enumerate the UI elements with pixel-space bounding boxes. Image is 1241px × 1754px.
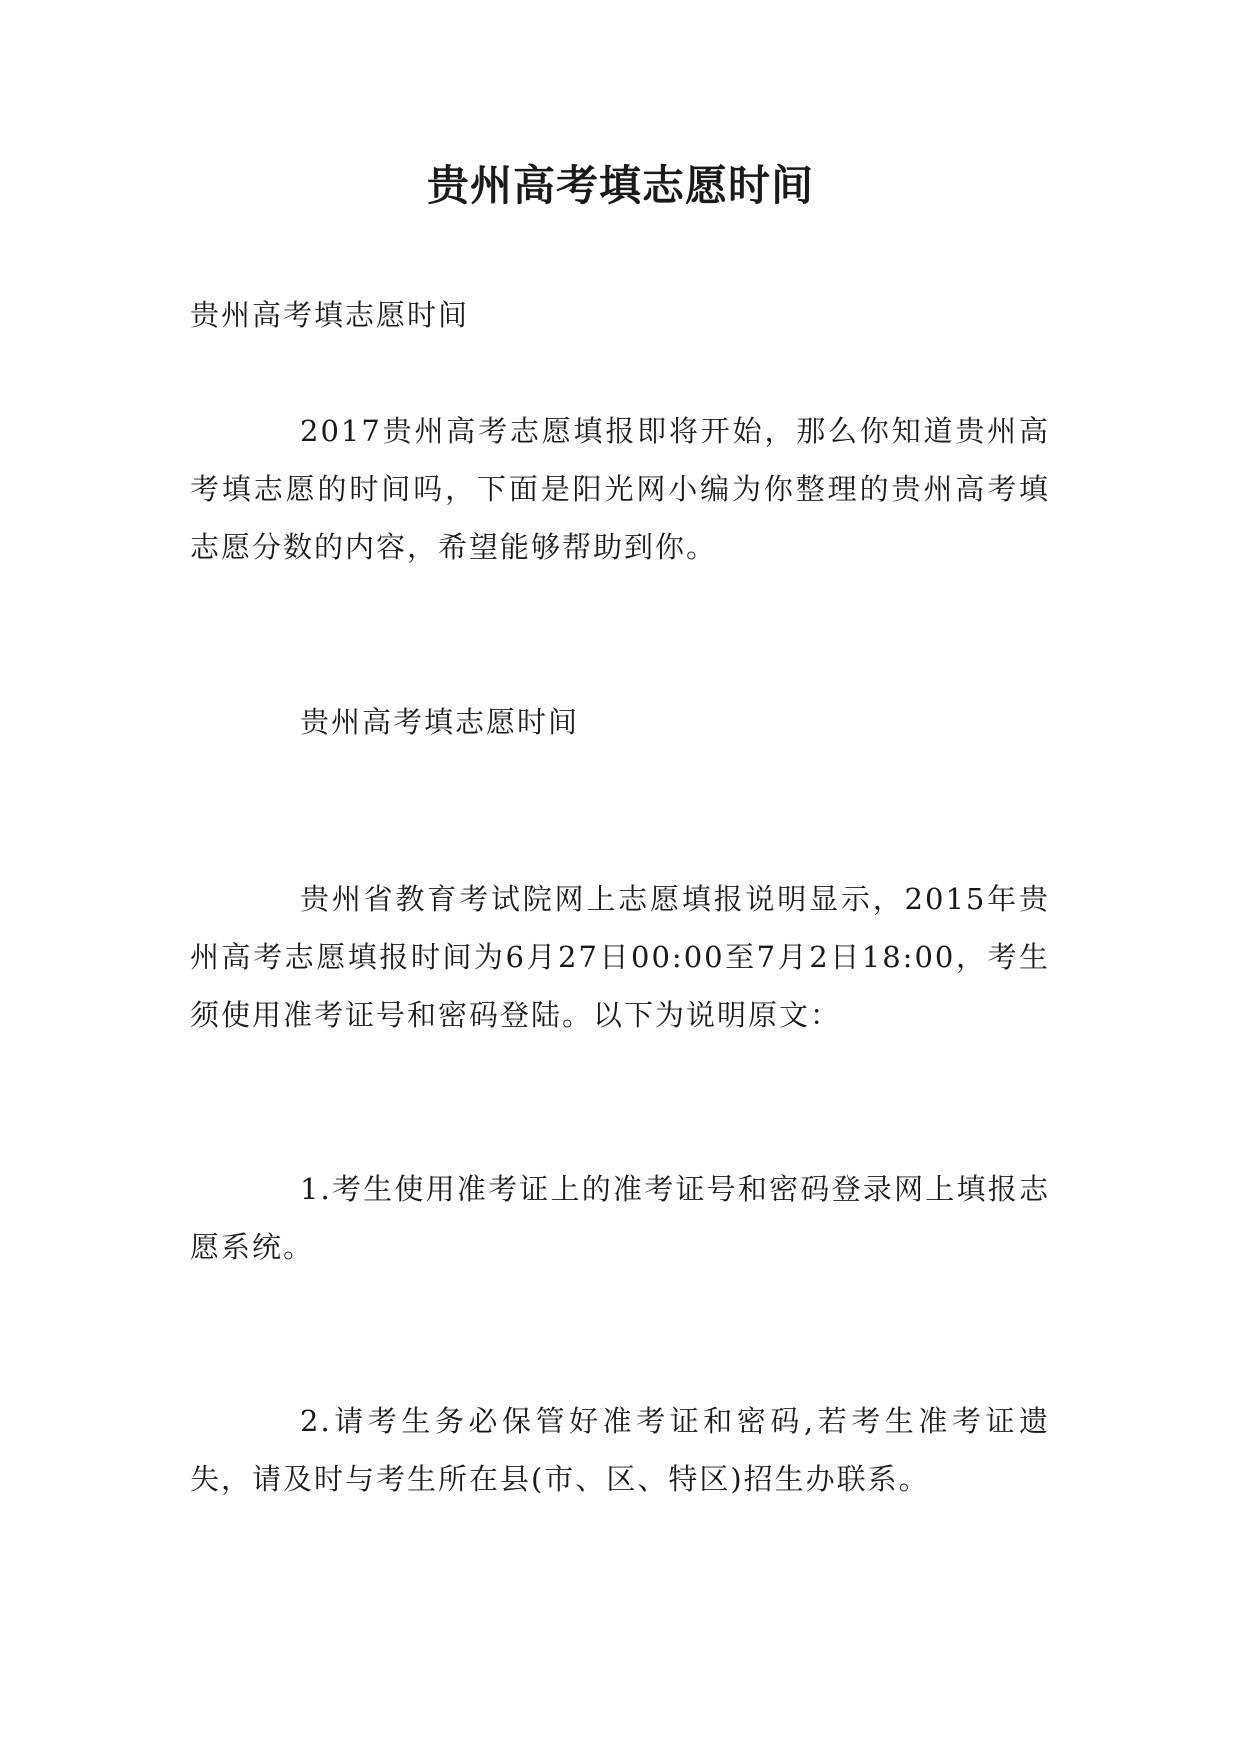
paragraph-schedule: 贵州省教育考试院网上志愿填报说明显示，2015年贵州高考志愿填报时间为6月27日00:00至7月2日18:00，考生须使用准考证号和密码登陆。以下为说明原文： xyxy=(190,882,1050,1032)
document-title: 贵州高考填志愿时间 xyxy=(426,161,814,210)
paragraph-item-1: 1.考生使用准考证上的准考证号和密码登录网上填报志愿系统。 xyxy=(190,1172,1050,1264)
paragraph-intro: 2017贵州高考志愿填报即将开始，那么你知道贵州高考填志愿的时间吗，下面是阳光网小编为你整理的贵州高考填志愿分数的内容，希望能够帮助到你。 xyxy=(190,414,1050,564)
paragraph-item-2: 2.请考生务必保管好准考证和密码,若考生准考证遗失，请及时与考生所在县(市、区、特区)招生办联系。 xyxy=(190,1404,1050,1496)
paragraph-subtitle: 贵州高考填志愿时间 xyxy=(190,298,470,332)
paragraph-section-heading: 贵州高考填志愿时间 xyxy=(300,705,580,739)
